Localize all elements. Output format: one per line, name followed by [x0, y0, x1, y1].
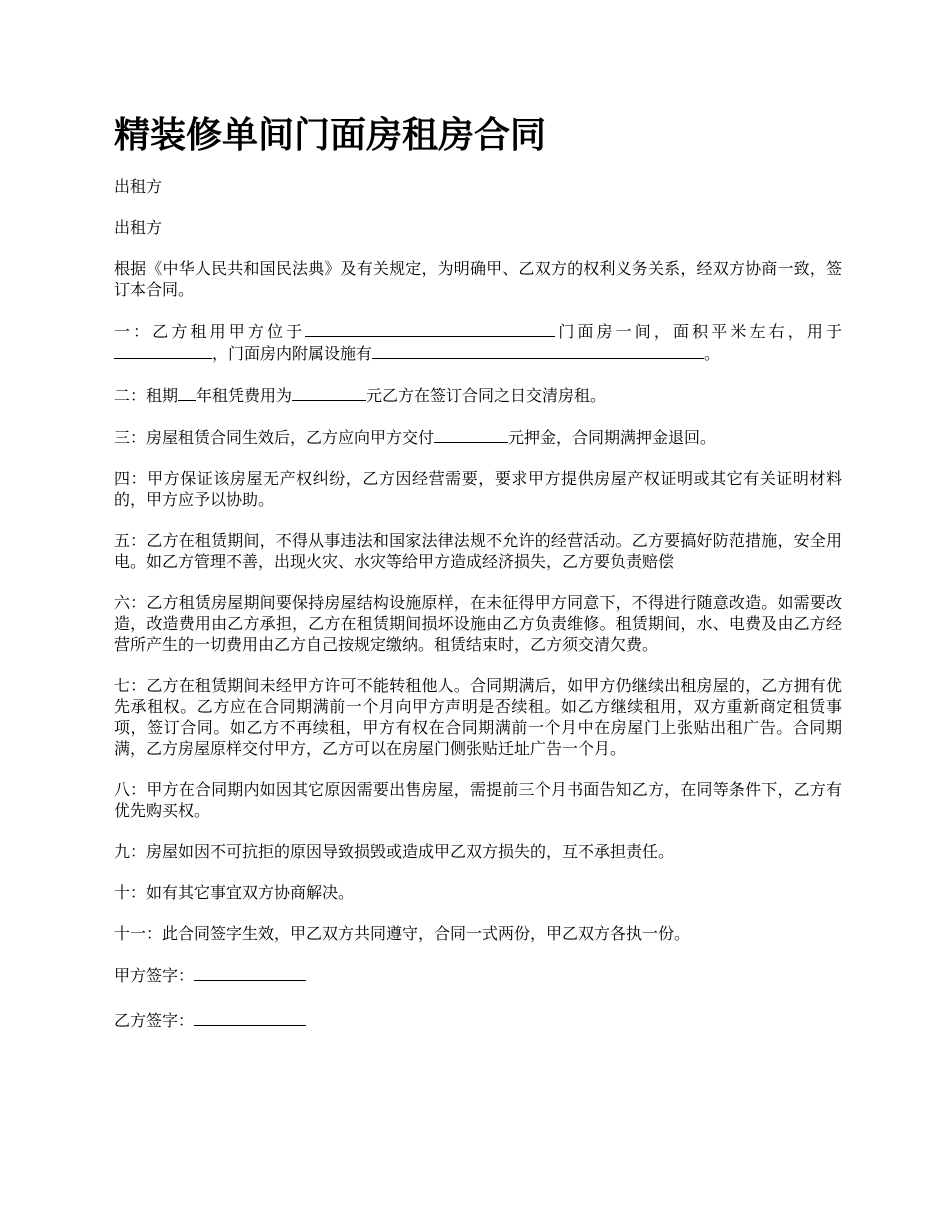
- clause-1: [114, 320, 842, 364]
- rent-amount-blank: [292, 384, 366, 401]
- party-a-signature-label: 甲方签字：: [114, 966, 195, 985]
- party-b-signature-line: [194, 1009, 306, 1026]
- clause-2-text-end: 元乙方在签订合同之日交清房租。: [366, 386, 607, 405]
- clause-2-text-mid: 年租凭费用为: [196, 386, 293, 405]
- party-b-signature: [114, 1009, 842, 1031]
- clause-4: 四：甲方保证该房屋无产权纠纷，乙方因经营需要，要求甲方提供房屋产权证明或其它有关证明材料的，甲方应予以协助。: [114, 469, 842, 509]
- usage-blank: [114, 342, 212, 359]
- clause-6: 六：乙方租赁房屋期间要保持房屋结构设施原样，在未征得甲方同意下，不得进行随意改造。如需要改造，改造费用由乙方承担，乙方在租赁期间损坏设施由乙方负责维修。租赁期间，水、电费及由乙方经营所产生的一切费用由乙方自己按规定缴纳。租赁结束时，乙方须交清欠费。: [114, 593, 842, 654]
- clause-7: 七：乙方在租赁期间未经甲方许可不能转租他人。合同期满后，如甲方仍继续出租房屋的，乙方拥有优先承租权。乙方应在合同期满前一个月向甲方声明是否续租。如乙方继续租用，双方重新商定租赁事项，签订合同。如乙方不再续租，甲方有权在合同期满前一个月中在房屋门上张贴出租广告。合同期满，乙方房屋原样交付甲方，乙方可以在房屋门侧张贴迁址广告一个月。: [114, 676, 842, 758]
- clause-1-text-end: 。: [704, 344, 721, 363]
- clause-3: [114, 426, 842, 448]
- clause-1-text-mid: 门面房一间，面积平米左右，用于: [555, 322, 842, 341]
- clause-11: 十一：此合同签字生效，甲乙双方共同遵守，合同一式两份，甲乙双方各执一份。: [114, 924, 691, 943]
- clause-5: 五：乙方在租赁期间，不得从事违法和国家法律法规不允许的经营活动。乙方要搞好防范措施，安全用电。如乙方管理不善，出现火灾、水灾等给甲方造成经济损失，乙方要负责赔偿: [114, 531, 842, 571]
- lessor-label-second: 出租方: [114, 218, 163, 237]
- clause-2-text-start: 二：租期: [114, 386, 179, 405]
- clause-8: 八：甲方在合同期内如因其它原因需要出售房屋，需提前三个月书面告知乙方，在同等条件下，乙方有优先购买权。: [114, 780, 842, 820]
- lessor-label: 出租方: [114, 177, 163, 196]
- facilities-blank: [372, 342, 704, 359]
- contract-document: [114, 110, 842, 1054]
- clause-1-text-start: 一：乙方租用甲方位于: [114, 322, 306, 341]
- contract-intro: 根据《中华人民共和国民法典》及有关规定，为明确甲、乙双方的权利义务关系，经双方协商一致，签订本合同。: [114, 259, 842, 299]
- term-years-blank: [178, 384, 196, 401]
- clause-10: 十：如有其它事宜双方协商解决。: [114, 883, 355, 902]
- clause-9: 九：房屋如因不可抗拒的原因导致损毁或造成甲乙双方损失的，互不承担责任。: [114, 842, 675, 861]
- clause-3-text-end: 元押金，合同期满押金退回。: [508, 428, 717, 447]
- party-b-signature-label: 乙方签字：: [114, 1011, 195, 1030]
- party-a-signature-line: [194, 964, 306, 981]
- location-blank: [305, 320, 555, 337]
- deposit-blank: [434, 426, 508, 443]
- clause-3-text-start: 三：房屋租赁合同生效后，乙方应向甲方交付: [114, 428, 435, 447]
- party-a-signature: [114, 964, 842, 986]
- clause-2: [114, 384, 842, 406]
- clause-1-text-facilities: ，门面房内附属设施有: [212, 344, 373, 363]
- document-title: 精装修单间门面房租房合同: [114, 115, 547, 156]
